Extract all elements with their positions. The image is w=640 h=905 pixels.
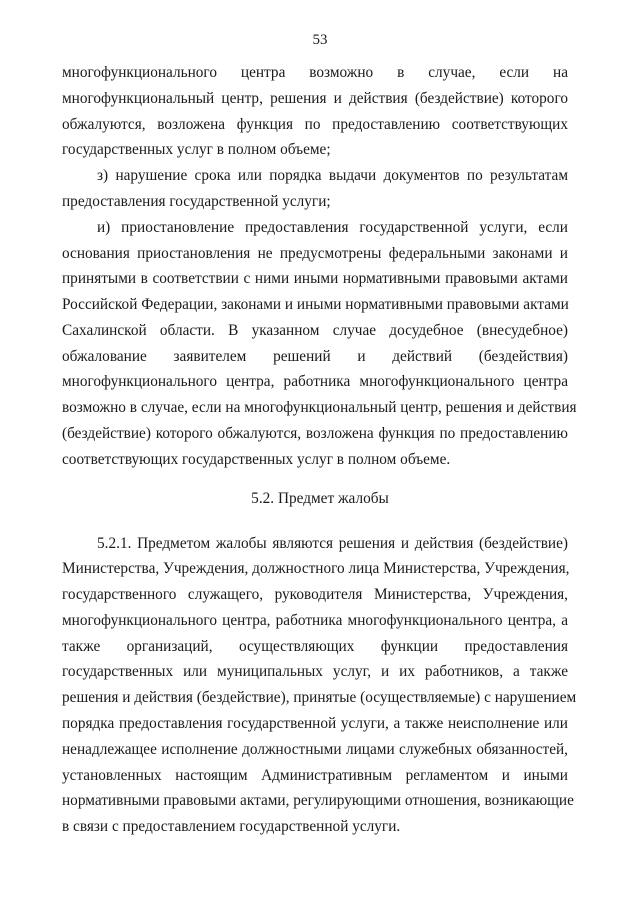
text-line: Сахалинской области. В указанном случае досудебное (внесудебное) — [62, 322, 568, 339]
text-line: государственных или муниципальных услуг, и их работников, а также — [62, 663, 568, 680]
text-line: многофункциональный центр, решения и действия (бездействие) которого — [62, 90, 568, 107]
text-line: Российской Федерации, законами и иными нормативными правовыми актами — [62, 296, 569, 313]
text-line: предоставления государственной услуги; — [62, 193, 331, 210]
text-line: принятыми в соответствии с ними иными нормативными правовыми актами — [62, 270, 568, 287]
text-line: решения и действия (бездействие), принятые (осуществляемые) с нарушением — [62, 689, 577, 706]
page-number: 53 — [312, 32, 328, 48]
section-heading: 5.2. Предмет жалобы — [251, 490, 389, 507]
text-line: соответствующих государственных услуг в полном объеме. — [62, 451, 451, 468]
text-line: возможно в случае, если на многофункциональный центр, решения и действия — [62, 399, 577, 416]
text-line: порядка предоставления государственной услуги, а также неисполнение или — [62, 715, 568, 732]
text-line: и) приостановление предоставления государственной услуги, если — [97, 219, 568, 236]
text-line: многофункционального центра, работника многофункционального центра — [62, 373, 568, 390]
text-line: в связи с предоставлением государственной услуги. — [62, 818, 401, 835]
text-line: основания приостановления не предусмотрены федеральными законами и — [62, 245, 568, 262]
text-line: также организаций, осуществляющих функции предоставления — [62, 638, 568, 655]
text-line: ненадлежащее исполнение должностными лицами служебных обязанностей, — [62, 741, 568, 758]
text-line: обжалуются, возложена функция по предоставлению соответствующих — [62, 116, 568, 133]
text-line: (бездействие) которого обжалуются, возложена функция по предоставлению — [62, 425, 568, 442]
text-line: з) нарушение срока или порядка выдачи документов по результатам — [97, 167, 568, 184]
text-line: 5.2.1. Предметом жалобы являются решения и действия (бездействие) — [97, 535, 568, 552]
text-line: Министерства, Учреждения, должностного лица Министерства, Учреждения, — [62, 560, 570, 577]
text-line: нормативными правовыми актами, регулирующими отношения, возникающие — [62, 792, 574, 809]
text-line: обжалование заявителем решений и действий (бездействия) — [62, 348, 568, 365]
text-line: государственных услуг в полном объеме; — [62, 141, 331, 158]
text-line: многофункционального центра, работника многофункционального центра, а — [62, 612, 568, 629]
text-line: государственного служащего, руководителя Министерства, Учреждения, — [62, 586, 568, 603]
text-line: установленных настоящим Административным регламентом и иными — [62, 767, 568, 784]
text-line: многофункционального центра возможно в случае, если на — [62, 64, 568, 81]
